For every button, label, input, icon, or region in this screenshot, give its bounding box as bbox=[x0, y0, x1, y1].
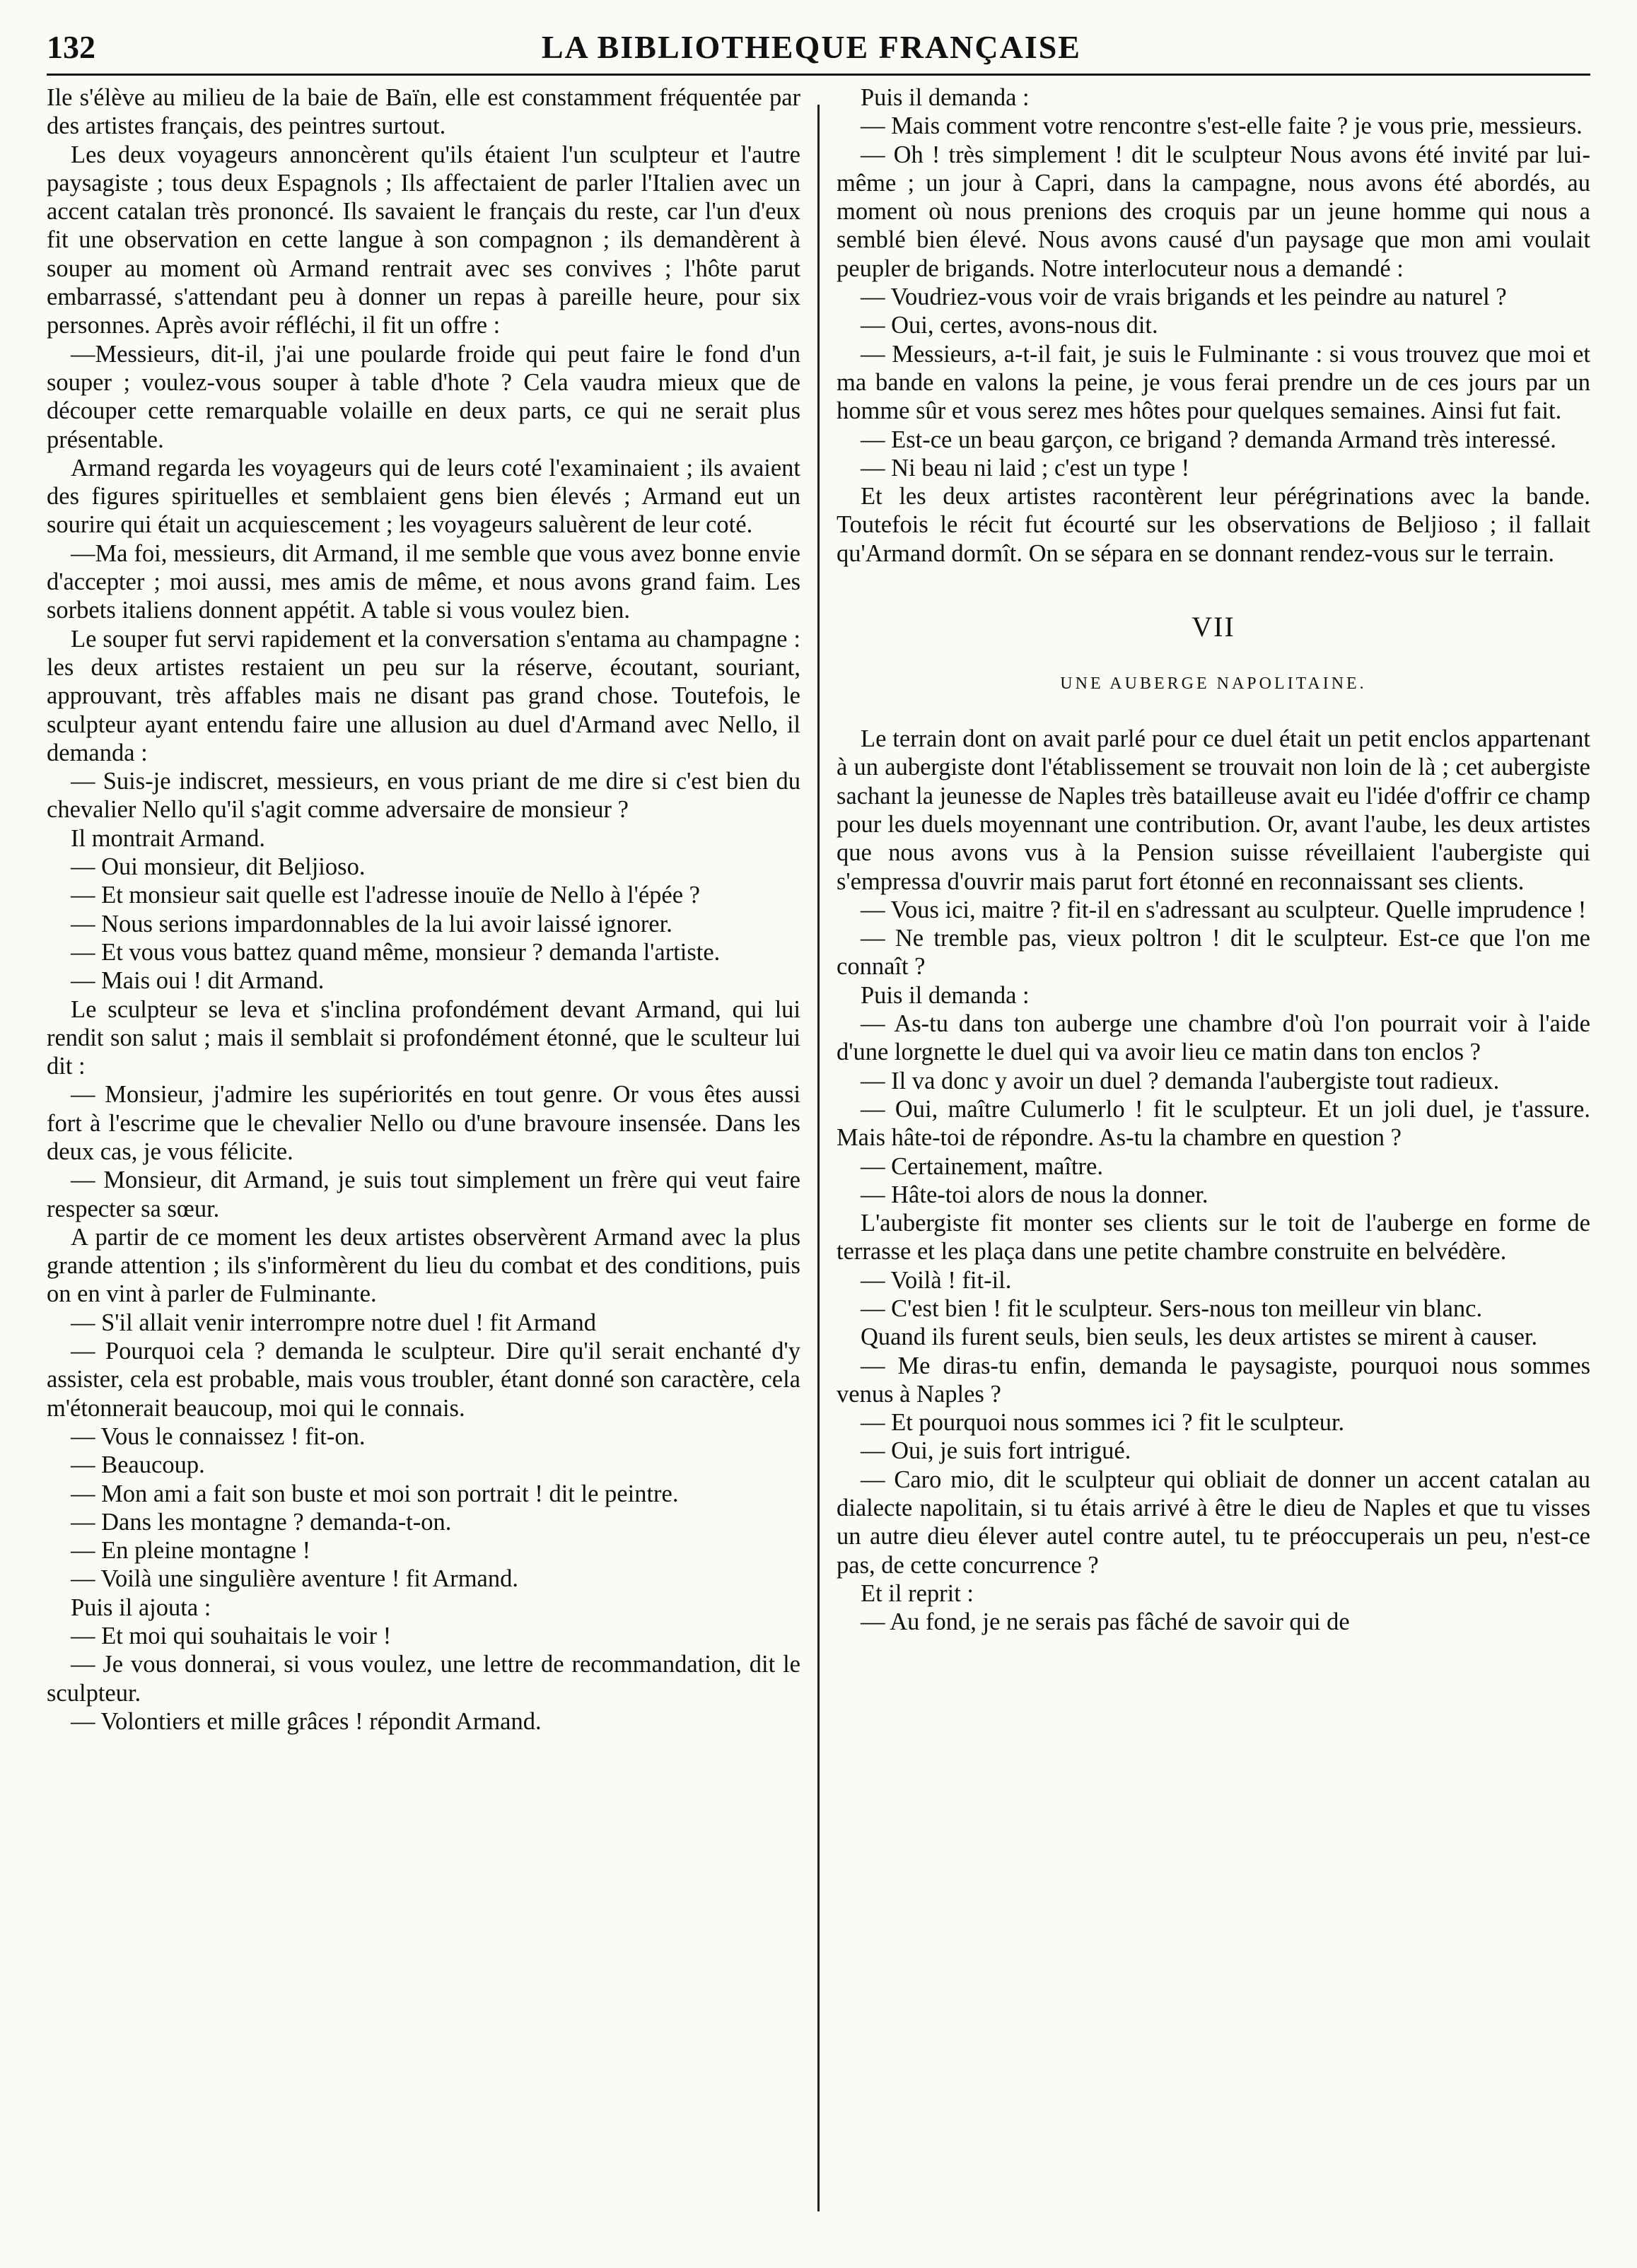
paragraph: — Ni beau ni laid ; c'est un type ! bbox=[861, 454, 1190, 481]
paragraph: — Et moi qui souhaitais le voir ! bbox=[71, 1623, 392, 1650]
paragraph: A partir de ce moment les deux artistes observèrent Armand avec la plus grande attention ; ils s'informèrent du lieu du combat et des conditions, puis on en vint à parler de Fulminante. bbox=[47, 1223, 800, 1308]
right-column-paragraphs-after bbox=[837, 725, 1590, 1637]
paragraph: Il montrait Armand. bbox=[71, 824, 265, 852]
paragraph: — Certainement, maître. bbox=[861, 1152, 1103, 1180]
paragraph: Le souper fut servi rapidement et la conversation s'entama au champagne : les deux artistes restaient un peu sur la réserve, écoutant, souriant, approuvant, très affables mais ne disant pas grand chose. Toutefois, le sculpteur ayant entendu faire une allusion au duel d'Armand avec Nello, il demanda : bbox=[47, 625, 800, 766]
paragraph: — Ne tremble pas, vieux poltron ! dit le sculpteur. Est-ce que l'on me connaît ? bbox=[837, 925, 1590, 981]
paragraph: Et les deux artistes racontèrent leur pérégrinations avec la bande. Toutefois le récit fut écourté sur les observations de Beljioso ; il fallait qu'Armand dormît. On se sépara en se donnant rendez-vous sur le terrain. bbox=[837, 483, 1590, 567]
paragraph: — Dans les montagne ? demanda-t-on. bbox=[71, 1508, 452, 1536]
journal-title: LA BIBLIOTHEQUE FRANÇAISE bbox=[541, 29, 1081, 65]
right-column bbox=[820, 83, 1590, 2240]
paragraph: — As-tu dans ton auberge une chambre d'où l'on pourrait voir à l'aide d'une lorgnette le duel qui va avoir lieu ce matin dans ton enclos ? bbox=[837, 1010, 1590, 1066]
paragraph: — Et pourquoi nous sommes ici ? fit le sculpteur. bbox=[861, 1409, 1345, 1437]
paragraph: — Beaucoup. bbox=[71, 1451, 205, 1479]
paragraph: — Oh ! très simplement ! dit le sculpteur Nous avons été invité par lui-même ; un jour à Capri, dans la campagne, nous avons été abordés, au moment où nous prenions des croquis par un jeune homme qui nous a semblé bien élevé. Nous avons causé d'un paysage que mon ami voulait peupler de brigands. Notre interlocuteur nous a demandé : bbox=[837, 141, 1590, 282]
paragraph: — En pleine montagne ! bbox=[71, 1537, 311, 1565]
paragraph: — Je vous donnerai, si vous voulez, une lettre de recommandation, dit le sculpteur. bbox=[47, 1651, 800, 1707]
paragraph: — Est-ce un beau garçon, ce brigand ? demanda Armand très interessé. bbox=[861, 426, 1556, 453]
paragraph: —Ma foi, messieurs, dit Armand, il me semble que vous avez bonne envie d'accepter ; moi aussi, mes amis de même, et nous avons grand faim. Les sorbets italiens donnent appétit. A table si vous voulez bien. bbox=[47, 539, 800, 624]
paragraph: — Au fond, je ne serais pas fâché de savoir qui de bbox=[861, 1608, 1350, 1636]
paragraph: — Caro mio, dit le sculpteur qui obliait de donner un accent catalan au dialecte napolitain, si tu étais arrivé à être le dieu de Naples et que tu visses un autre dieu élever autel contre autel, tu te préoccuperais un peu, n'est-ce pas, de cette concurrence ? bbox=[837, 1466, 1590, 1579]
paragraph: — Suis-je indiscret, messieurs, en vous priant de me dire si c'est bien du chevalier Nello qu'il s'agit comme adversaire de monsieur ? bbox=[47, 768, 800, 824]
page-number: 132 bbox=[47, 29, 95, 65]
page-header bbox=[47, 28, 1590, 71]
paragraph: — Nous serions impardonnables de la lui avoir laissé ignorer. bbox=[71, 910, 672, 937]
chapter-number: VII bbox=[1192, 611, 1235, 643]
paragraph: — Hâte-toi alors de nous la donner. bbox=[861, 1181, 1208, 1208]
paragraph: — Mais oui ! dit Armand. bbox=[71, 967, 325, 995]
paragraph: — Voilà ! fit-il. bbox=[861, 1266, 1012, 1294]
paragraph: Puis il ajouta : bbox=[71, 1594, 211, 1621]
paragraph: Le sculpteur se leva et s'inclina profondément devant Armand, qui lui rendit son salut ; mais il semblait si profondément étonné, que le sculteur lui dit : bbox=[47, 995, 800, 1080]
paragraph: L'aubergiste fit monter ses clients sur le toit de l'auberge en forme de terrasse et les plaça dans une petite chambre construite en belvédère. bbox=[837, 1210, 1590, 1265]
paragraph: Armand regarda les voyageurs qui de leurs coté l'examinaient ; ils avaient des figures spirituelles et semblaient gens bien élevés ; Armand eut un sourire qui était un acquiescement ; les voyageurs saluèrent de leur coté. bbox=[47, 454, 800, 539]
paragraph: — Il va donc y avoir un duel ? demanda l'aubergiste tout radieux. bbox=[861, 1067, 1500, 1094]
paragraph: — Oui, je suis fort intrigué. bbox=[861, 1437, 1131, 1465]
text-columns bbox=[47, 83, 1590, 2240]
chapter-title: UNE AUBERGE NAPOLITAINE. bbox=[1060, 674, 1367, 694]
left-column-paragraphs bbox=[47, 83, 800, 1736]
paragraph: — Monsieur, dit Armand, je suis tout simplement un frère qui veut faire respecter sa sœur. bbox=[47, 1167, 800, 1222]
paragraph: Et il reprit : bbox=[861, 1579, 974, 1607]
paragraph: — C'est bien ! fit le sculpteur. Sers-nous ton meilleur vin blanc. bbox=[861, 1294, 1483, 1322]
paragraph: Puis il demanda : bbox=[861, 84, 1030, 111]
paragraph: — Me diras-tu enfin, demanda le paysagiste, pourquoi nous sommes venus à Naples ? bbox=[837, 1352, 1590, 1408]
paragraph: — Mais comment votre rencontre s'est-elle faite ? je vous prie, messieurs. bbox=[861, 112, 1583, 140]
left-column bbox=[47, 83, 817, 2240]
header-rule bbox=[47, 74, 1590, 76]
paragraph: — Monsieur, j'admire les supériorités en tout genre. Or vous êtes aussi fort à l'escrime que le chevalier Nello ou d'une bravoure insensée. Dans les deux cas, je vous félicite. bbox=[47, 1081, 800, 1165]
paragraph: — Messieurs, a-t-il fait, je suis le Fulminante : si vous trouvez que moi et ma bande en valons la peine, je vous ferai prendre un de ces jours par un homme sûr et vous serez mes hôtes pour quelques semaines. Ainsi fut fait. bbox=[837, 340, 1590, 425]
paragraph: Quand ils furent seuls, bien seuls, les deux artistes se mirent à causer. bbox=[861, 1323, 1538, 1351]
paragraph: — Vous le connaissez ! fit-on. bbox=[71, 1422, 366, 1450]
paragraph: — Pourquoi cela ? demanda le sculpteur. Dire qu'il serait enchanté d'y assister, cela est probable, mais vous troubler, étant donné son caractère, cela m'étonnerait beaucoup, moi qui le connais. bbox=[47, 1338, 800, 1422]
paragraph: —Messieurs, dit-il, j'ai une poularde froide qui peut faire le fond d'un souper ; voulez-vous souper à table d'hote ? Cela vaudra mieux que de découper cette remarquable volaille en deux parts, ce qui ne serait plus présentable. bbox=[47, 340, 800, 453]
paragraph: Le terrain dont on avait parlé pour ce duel était un petit enclos appartenant à un aubergiste dont l'établissement se trouvait non loin de là ; cet aubergiste sachant la jeunesse de Naples très batailleuse avait eu l'idée d'offrir ce champ pour les duels moyennant une contribution. Or, avant l'aube, les deux artistes que nous avons vus à la Pension suisse réveillaient l'aubergiste qui s'empressa d'ouvrir mais parut fort étonné en reconnaissant ses clients. bbox=[837, 725, 1590, 895]
right-column-paragraphs-before bbox=[837, 83, 1590, 568]
paragraph: — Voudriez-vous voir de vrais brigands et les peindre au naturel ? bbox=[861, 284, 1507, 311]
paragraph: — Et vous vous battez quand même, monsieur ? demanda l'artiste. bbox=[71, 938, 721, 966]
paragraph: — Oui monsieur, dit Beljioso. bbox=[71, 853, 366, 881]
paragraph: — Voilà une singulière aventure ! fit Armand. bbox=[71, 1565, 518, 1593]
paragraph: — Oui, certes, avons-nous dit. bbox=[861, 312, 1158, 339]
paragraph: — Oui, maître Culumerlo ! fit le sculpteur. Et un joli duel, je t'assure. Mais hâte-toi de répondre. As-tu la chambre en question ? bbox=[837, 1095, 1590, 1152]
paragraph: — Vous ici, maitre ? fit-il en s'adressant au sculpteur. Quelle imprudence ! bbox=[861, 896, 1587, 923]
paragraph: — Mon ami a fait son buste et moi son portrait ! dit le peintre. bbox=[71, 1480, 679, 1507]
paragraph: Les deux voyageurs annoncèrent qu'ils étaient l'un sculpteur et l'autre paysagiste ; tous deux Espagnols ; Ils affectaient de parler l'Italien avec un accent catalan très prononcé. Ils savaient le français du reste, car l'un d'eux fit une observation en cette langue à son compagnon ; ils demandèrent à souper au moment où Armand rentrait avec ses convives ; l'hôte parut embarrassé, s'attendant peu à donner un repas à pareille heure, pour six personnes. Après avoir réfléchi, il fit un offre : bbox=[47, 141, 800, 339]
paragraph: Ile s'élève au milieu de la baie de Baïn, elle est constamment fréquentée par des artistes français, des peintres surtout. bbox=[47, 84, 800, 140]
paragraph: — S'il allait venir interrompre notre duel ! fit Armand bbox=[71, 1309, 596, 1336]
paragraph: Puis il demanda : bbox=[861, 981, 1030, 1009]
paragraph: — Et monsieur sait quelle est l'adresse inouïe de Nello à l'épée ? bbox=[71, 882, 700, 909]
paragraph: — Volontiers et mille grâces ! répondit Armand. bbox=[71, 1707, 542, 1735]
